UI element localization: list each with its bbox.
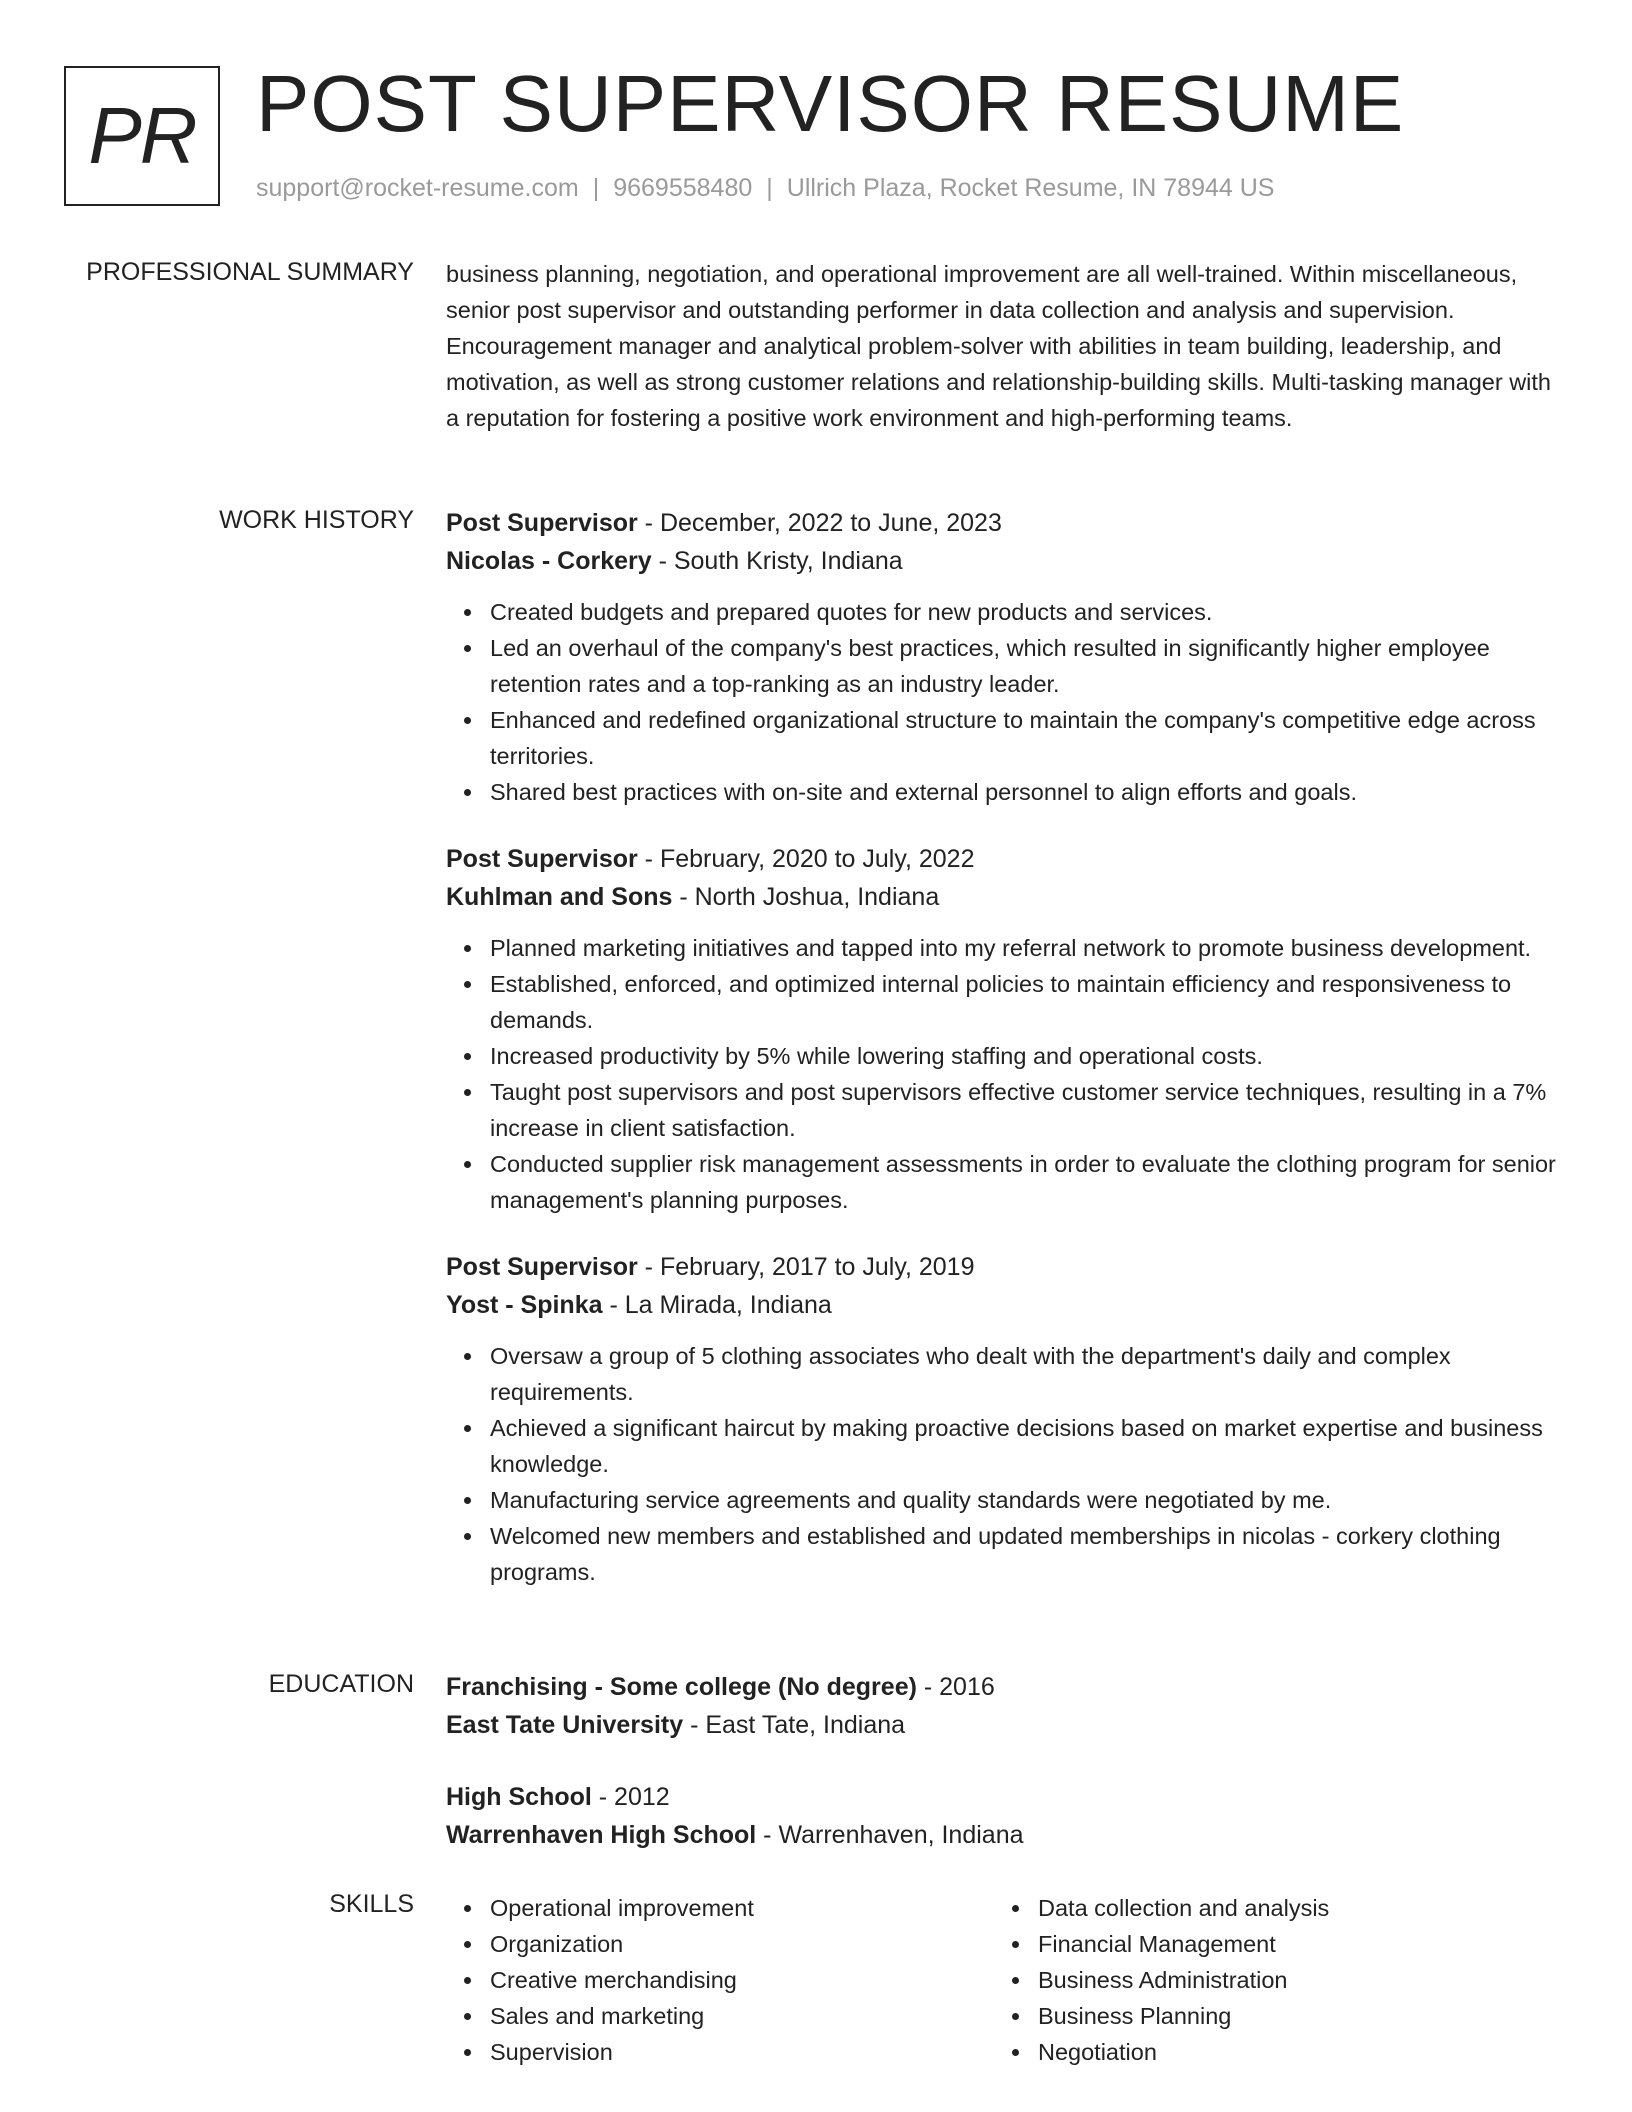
contact-phone: 9669558480 — [613, 174, 753, 202]
job-location: - La Mirada, Indiana — [602, 1291, 832, 1319]
job-bullet: Increased productivity by 5% while lowering staffing and operational costs. — [490, 1038, 1564, 1074]
job-dates: - February, 2017 to July, 2019 — [637, 1253, 975, 1281]
skill-item: Operational improvement — [490, 1890, 994, 1926]
job-title: Post Supervisor — [446, 1253, 638, 1281]
skill-item: Business Administration — [1038, 1962, 1542, 1998]
job-bullet: Achieved a significant haircut by making proactive decisions based on market expertise and business knowledge. — [490, 1410, 1564, 1482]
job-bullet: Manufacturing service agreements and quality standards were negotiated by me. — [490, 1482, 1564, 1518]
skills-column-right — [994, 1890, 1542, 2070]
job-entry — [446, 1248, 1564, 1590]
skill-item: Business Planning — [1038, 1998, 1542, 2034]
job-title: Post Supervisor — [446, 509, 638, 537]
job-title-line — [446, 840, 1564, 878]
skill-item: Sales and marketing — [490, 1998, 994, 2034]
contact-line — [256, 174, 1274, 203]
monogram-logo: PR — [64, 66, 220, 206]
section-label-summary: PROFESSIONAL SUMMARY — [86, 258, 414, 286]
job-bullet: Taught post supervisors and post supervisors effective customer service techniques, resulting in a 7% increase in client satisfaction. — [490, 1074, 1564, 1146]
education-location: - East Tate, Indiana — [683, 1711, 906, 1739]
education-school: Warrenhaven High School — [446, 1821, 757, 1849]
work-body — [446, 504, 1564, 1620]
education-body — [446, 1668, 1564, 1888]
education-entry — [446, 1668, 1564, 1744]
job-location: - North Joshua, Indiana — [672, 883, 940, 911]
education-degree-line — [446, 1668, 1564, 1706]
contact-separator: | — [592, 174, 600, 202]
education-entry — [446, 1778, 1564, 1854]
job-bullet: Welcomed new members and established and updated memberships in nicolas - corkery clothing programs. — [490, 1518, 1564, 1590]
education-year: - 2012 — [591, 1783, 670, 1811]
contact-email: support@rocket-resume.com — [256, 174, 579, 202]
skill-item: Creative merchandising — [490, 1962, 994, 1998]
resume-title: POST SUPERVISOR RESUME — [256, 59, 1405, 148]
job-title-line — [446, 1248, 1564, 1286]
skill-item: Data collection and analysis — [1038, 1890, 1542, 1926]
job-bullets — [446, 930, 1564, 1218]
job-bullet: Shared best practices with on-site and external personnel to align efforts and goals. — [490, 774, 1564, 810]
education-year: - 2016 — [916, 1673, 995, 1701]
job-title: Post Supervisor — [446, 845, 638, 873]
job-dates: - February, 2020 to July, 2022 — [637, 845, 975, 873]
skills-body — [446, 1890, 1564, 2070]
job-bullets — [446, 1338, 1564, 1590]
contact-separator: | — [766, 174, 773, 202]
skill-item: Organization — [490, 1926, 994, 1962]
job-company: Yost - Spinka — [446, 1291, 603, 1319]
education-school-line — [446, 1816, 1564, 1854]
skills-grid — [446, 1890, 1564, 2070]
job-bullet: Enhanced and redefined organizational structure to maintain the company's competitive edge across territories. — [490, 702, 1564, 774]
skill-item: Financial Management — [1038, 1926, 1542, 1962]
job-entry — [446, 840, 1564, 1218]
job-bullet: Created budgets and prepared quotes for new products and services. — [490, 594, 1564, 630]
job-company: Nicolas - Corkery — [446, 547, 652, 575]
job-bullet: Oversaw a group of 5 clothing associates who dealt with the department's daily and complex requirements. — [490, 1338, 1564, 1410]
job-title-line — [446, 504, 1564, 542]
skills-column-left — [446, 1890, 994, 2070]
resume-header — [64, 59, 1568, 214]
job-company: Kuhlman and Sons — [446, 883, 673, 911]
education-degree: Franchising - Some college (No degree) — [446, 1673, 917, 1701]
skill-item: Supervision — [490, 2034, 994, 2070]
job-company-line — [446, 542, 1564, 580]
job-location: - South Kristy, Indiana — [651, 547, 903, 575]
section-label-education: EDUCATION — [268, 1670, 414, 1698]
education-school-line — [446, 1706, 1564, 1744]
section-label-work: WORK HISTORY — [219, 506, 414, 534]
job-bullets — [446, 594, 1564, 810]
job-bullet: Established, enforced, and optimized internal policies to maintain efficiency and responsiveness to demands. — [490, 966, 1564, 1038]
job-company-line — [446, 1286, 1564, 1324]
job-dates: - December, 2022 to June, 2023 — [637, 509, 1002, 537]
skill-item: Negotiation — [1038, 2034, 1542, 2070]
summary-text: business planning, negotiation, and operational improvement are all well-trained. Within miscellaneous, senior post supervisor and outstanding performer in data collection and analysis and supervision. Encouragement manager and analytical problem-solver with abilities in team building, leadership, and motivation, as well as strong customer relations and relationship-building skills. Multi-tasking manager with a reputation for fostering a positive work environment and high-performing teams. — [446, 261, 1551, 431]
job-bullet: Conducted supplier risk management assessments in order to evaluate the clothing program for senior management's planning purposes. — [490, 1146, 1564, 1218]
summary-body — [446, 258, 1564, 436]
job-entry — [446, 504, 1564, 810]
job-bullet: Planned marketing initiatives and tapped into my referral network to promote business development. — [490, 930, 1564, 966]
job-company-line — [446, 878, 1564, 916]
job-bullet: Led an overhaul of the company's best practices, which resulted in significantly higher employee retention rates and a top-ranking as an industry leader. — [490, 630, 1564, 702]
education-location: - Warrenhaven, Indiana — [756, 1821, 1024, 1849]
section-label-skills: SKILLS — [329, 1890, 414, 1918]
education-degree: High School — [446, 1783, 592, 1811]
education-degree-line — [446, 1778, 1564, 1816]
education-school: East Tate University — [446, 1711, 684, 1739]
contact-address: Ullrich Plaza, Rocket Resume, IN 78944 US — [786, 174, 1275, 202]
